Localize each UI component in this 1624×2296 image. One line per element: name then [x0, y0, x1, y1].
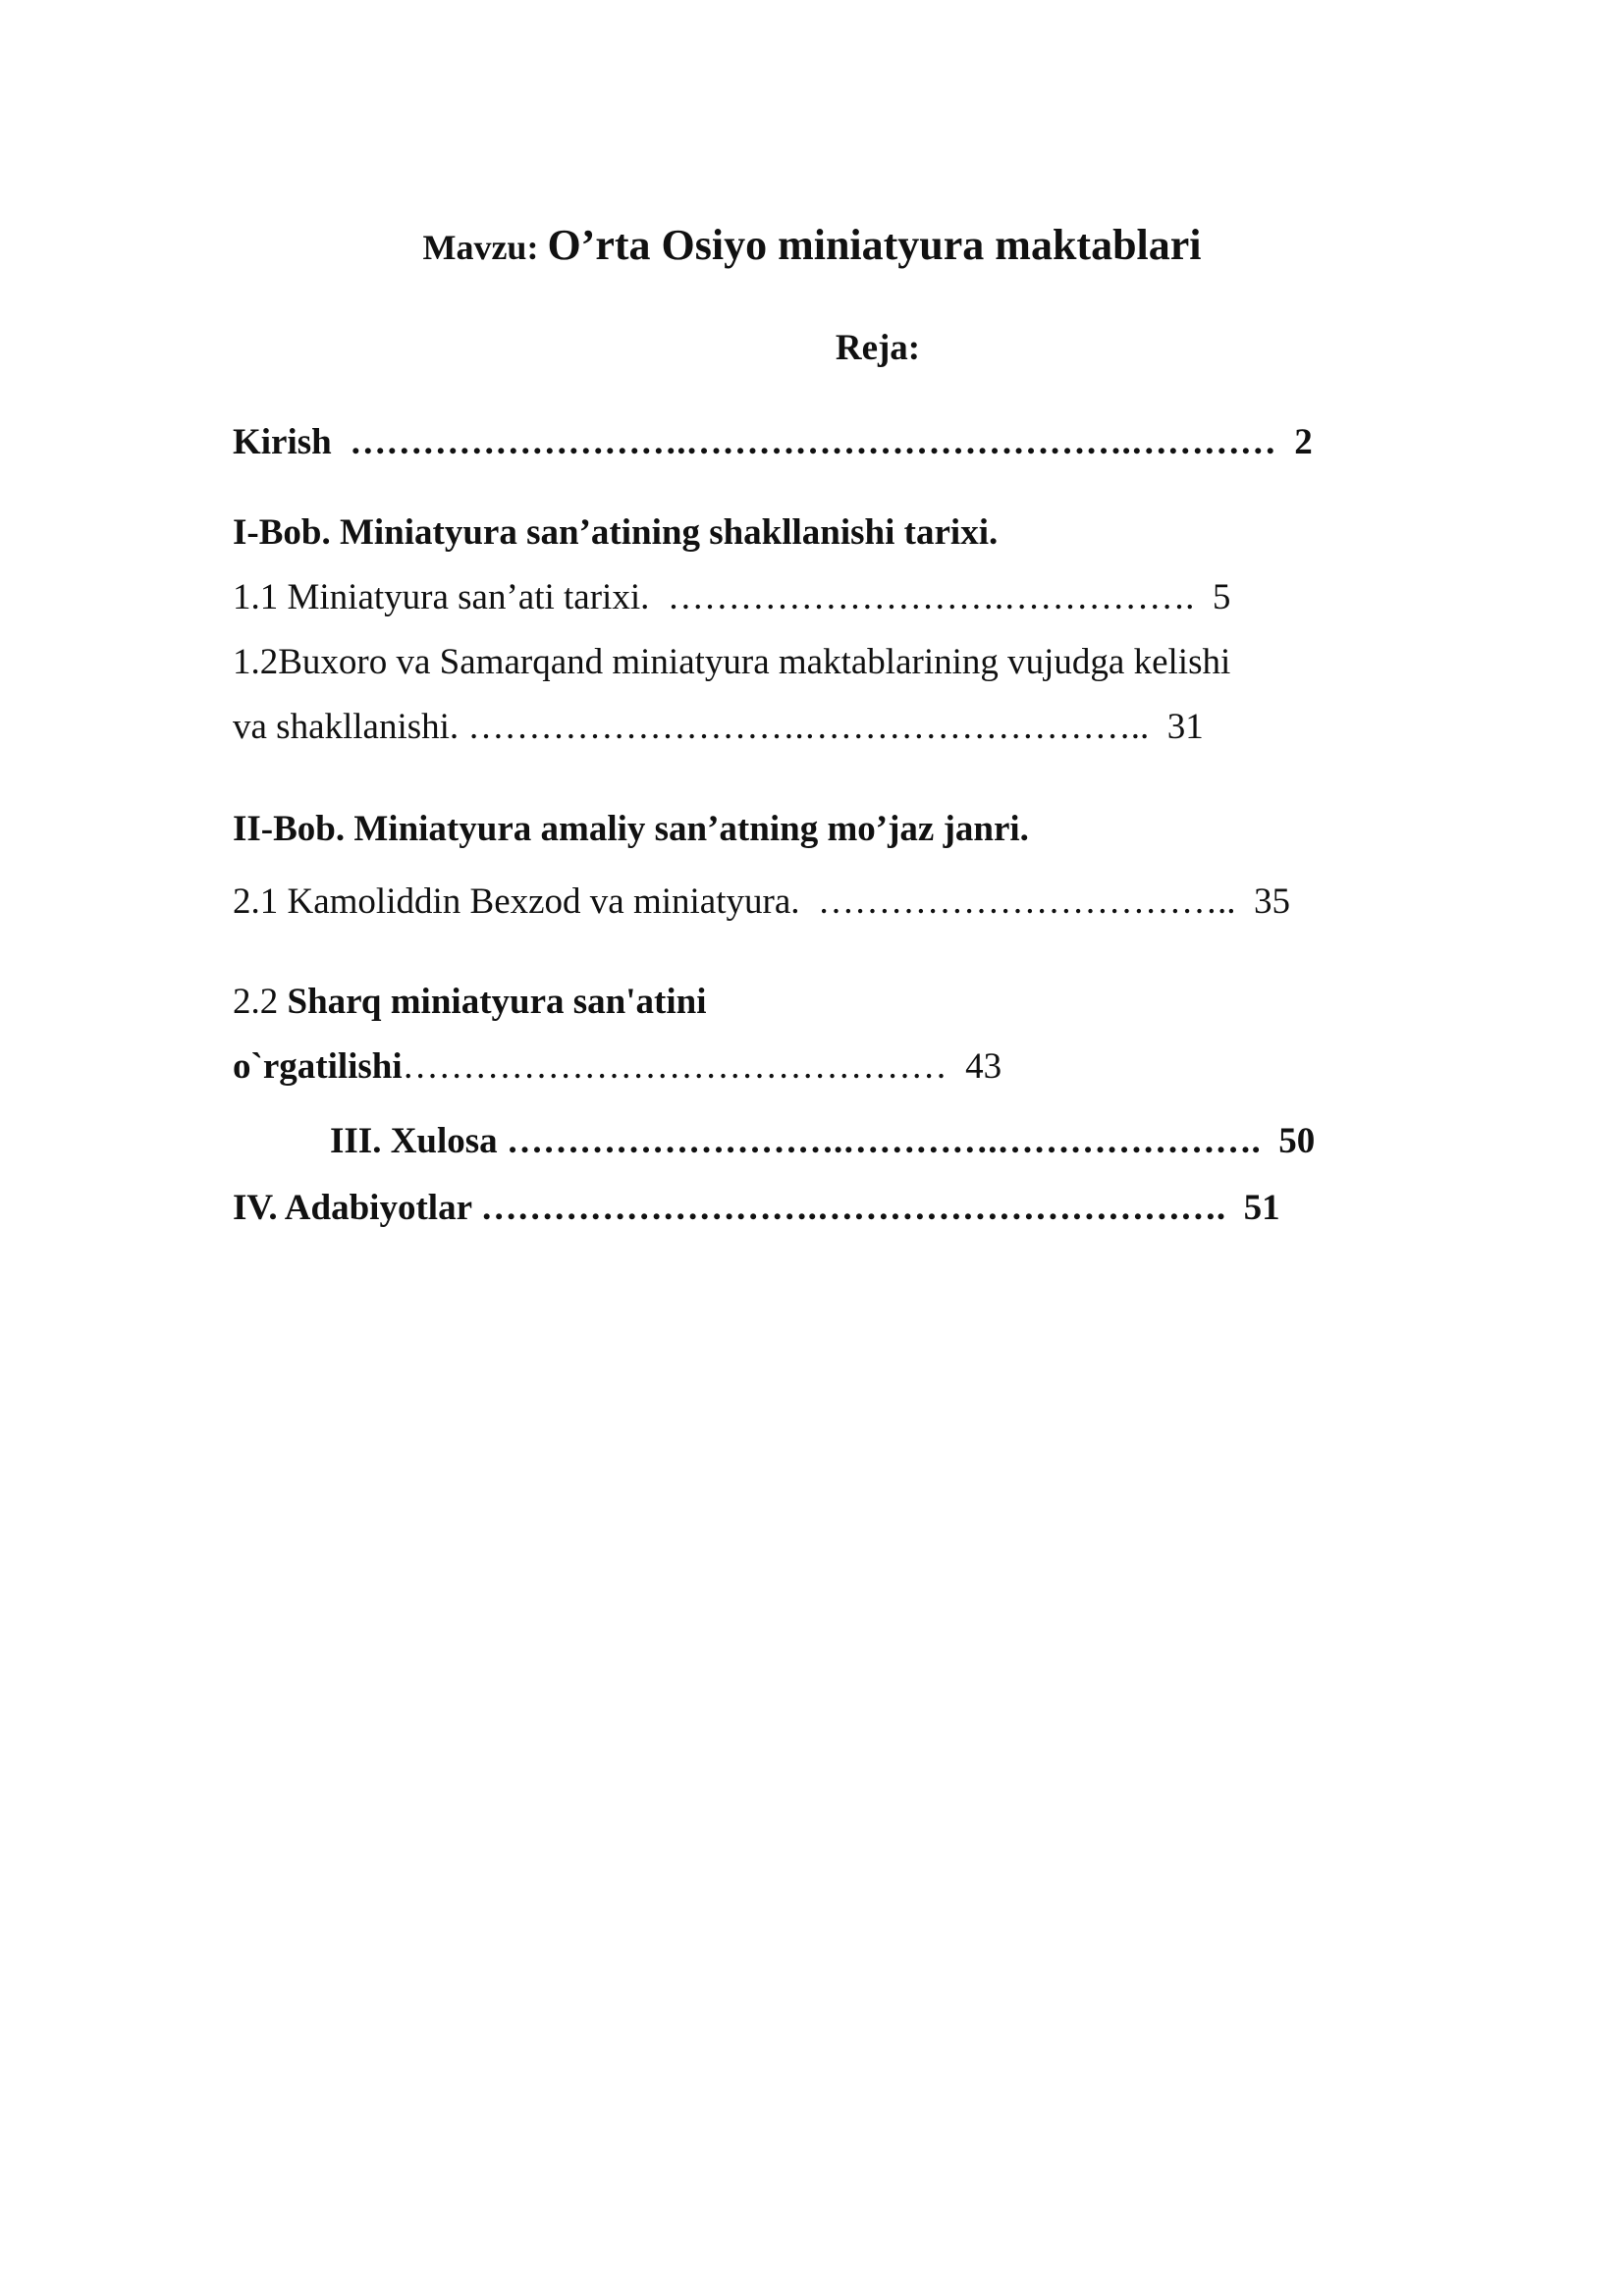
toc-entry-1-1: [233, 579, 1230, 615]
toc-leader-dots: ……………………….………………………..: [467, 707, 1150, 747]
toc-label: 1.1 Miniatyura san’ati tarixi.: [233, 577, 650, 617]
toc-entry-1-2-line-1: 1.2Buxoro va Samarqand miniatyura maktablarining vujudga kelishi: [233, 642, 1231, 682]
toc-page-number: 43: [965, 1046, 1002, 1087]
toc-label: o`rgatilishi: [233, 1046, 403, 1087]
toc-entry-intro: [233, 424, 1313, 460]
toc-page-number: 5: [1212, 577, 1231, 617]
toc-entry-conclusion: [330, 1123, 1315, 1159]
toc-label: IV. Adabiyotlar: [233, 1188, 472, 1228]
chapter-2-heading: II-Bob. Miniatyura amaliy san’atning mo’jaz janri.: [233, 809, 1029, 849]
toc-page-number: 51: [1243, 1188, 1280, 1228]
toc-entry-references: [233, 1190, 1280, 1226]
toc-leader-dots: ……………………….………….………………….: [506, 1121, 1261, 1161]
plan-heading: Reja:: [835, 328, 921, 368]
chapter-1-heading: I-Bob. Miniatyura san’atining shakllanishi tarixi.: [233, 512, 999, 553]
toc-label: 2.1 Kamoliddin Bexzod va miniatyura.: [233, 881, 800, 922]
document-title: [0, 221, 1624, 269]
toc-entry-2-2-line-1: [233, 984, 706, 1020]
toc-number: 2.2: [233, 982, 279, 1022]
toc-entry-2-2-line-2: [233, 1048, 1001, 1085]
toc-leader-dots: ……………………….…………………………….: [480, 1188, 1226, 1228]
toc-leader-dots: ……………………………..: [818, 881, 1236, 922]
toc-entry-1-2-line-2: [233, 709, 1204, 745]
toc-label: Sharq miniatyura san'atini: [287, 982, 707, 1022]
toc-page-number: 50: [1278, 1121, 1316, 1161]
toc-label: va shakllanishi.: [233, 707, 460, 747]
title-prefix: Mavzu:: [422, 228, 548, 267]
toc-page-number: 2: [1294, 422, 1313, 462]
title-main: O’rta Osiyo miniatyura maktablari: [547, 221, 1202, 269]
toc-leader-dots: ……………………….…………….: [667, 577, 1195, 617]
toc-entry-2-1: [233, 883, 1290, 920]
toc-page-number: 35: [1254, 881, 1290, 922]
toc-label: III. Xulosa: [330, 1121, 498, 1161]
toc-page-number: 31: [1166, 707, 1204, 747]
toc-leader-dots: ………………………………………: [402, 1046, 947, 1087]
toc-leader-dots: ……………………….……………………………….…………: [350, 422, 1276, 462]
toc-label: Kirish: [233, 422, 332, 462]
